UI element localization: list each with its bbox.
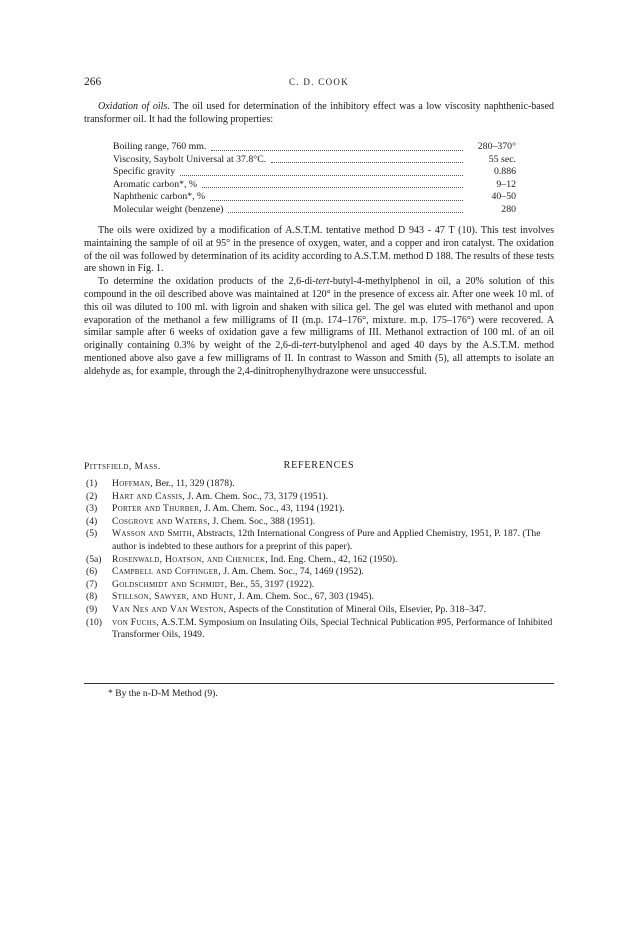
reference-item [86, 579, 554, 592]
reference-number: (6) [86, 566, 98, 578]
reference-item [86, 478, 554, 491]
reference-number: (5) [86, 528, 98, 540]
reference-item [86, 591, 554, 604]
reference-item [86, 604, 554, 617]
reference-text [112, 528, 554, 553]
reference-citation: Aspects of the Constitution of Mineral Oils, Elsevier, Pp. 318–347. [226, 603, 487, 615]
reference-text [112, 604, 554, 617]
reference-citation: J. Am. Chem. Soc., 74, 1469 (1952). [220, 566, 364, 578]
reference-text [112, 554, 554, 567]
reference-number: (7) [86, 578, 98, 590]
reference-item [86, 516, 554, 529]
property-value: 40–50 [491, 191, 516, 202]
dot-leader [211, 150, 463, 151]
reference-authors: von Fuchs, [112, 616, 159, 628]
oxidation-paragraph [84, 101, 554, 127]
property-row [113, 154, 516, 167]
reference-item [86, 491, 554, 504]
oxidation-intro-text: The oil used for determination of the inhibitory effect was a low viscosity naphthenic-based transformer oil. It had the following properties: [84, 101, 555, 125]
reference-text [112, 591, 554, 604]
property-label: Boiling range, 760 mm. [113, 141, 207, 152]
property-value: 9–12 [496, 178, 516, 190]
reference-text [112, 478, 554, 491]
reference-number: (4) [86, 515, 98, 527]
reference-number: (3) [86, 503, 98, 515]
body-paragraphs [84, 225, 554, 379]
reference-authors: Van Nes and Van Weston, [112, 603, 227, 615]
reference-citation: Ber., 11, 329 (1878). [152, 478, 235, 489]
reference-item [86, 503, 554, 516]
reference-number: (5a) [86, 553, 102, 565]
reference-text [112, 503, 554, 516]
reference-authors: Hoffman, [112, 478, 153, 489]
dot-leader [202, 187, 463, 188]
reference-citation: Ind. Eng. Chem., 42, 162 (1950). [268, 553, 398, 565]
property-value: 280–370° [477, 141, 516, 152]
property-row [113, 179, 516, 192]
reference-citation: J. Chem. Soc., 388 (1951). [210, 515, 316, 527]
page-number: 266 [84, 76, 102, 88]
reference-text [112, 566, 554, 579]
dot-leader [180, 175, 463, 176]
paragraph-3: To determine the oxidation products of the 2,6-di-tert-butyl-4-methylphenol in oil, a 20% solution of this compound in the oil described above was maintained at 120° in the presence of excess air. After one week 10 ml. of this oil was diluted to 100 ml. with ligroin and shaken with silica gel. The gel was eluted with methanol and upon evaporation of the methanol a few milligrams of II (m.p. 174–176°, mixture. m.p. 175–176°) were recovered. A similar sample after 6 weeks of oxidation gave a few milligrams of III. Methanol extraction of 100 ml. of an oil originally containing 0.3% by weight of the 2,6-di-tert-butylphenol and aged 40 days by the A.S.T.M. method mentioned above also gave a few milligrams of II. In contrast to Wasson and Smith (5), all attempts to isolate an aldehyde as, for example, through the 2,4-dinitrophenylhydrazone were unsuccessful. [84, 276, 554, 377]
reference-citation: J. Am. Chem. Soc., 43, 1194 (1921). [202, 503, 345, 515]
references-list [86, 478, 554, 642]
property-value: 280 [501, 203, 516, 215]
references-heading: REFERENCES [283, 460, 355, 471]
reference-authors: Porter and Thurber, [112, 503, 203, 515]
reference-number: (1) [86, 478, 98, 489]
reference-item [86, 617, 554, 642]
reference-number: (8) [86, 591, 98, 603]
reference-authors: Campbell and Coffinger, [112, 566, 221, 578]
property-value: 55 sec. [488, 153, 516, 165]
reference-citation: J. Am. Chem. Soc., 73, 3179 (1951). [185, 490, 328, 502]
reference-text [112, 579, 554, 592]
reference-item [86, 528, 554, 553]
running-head-author: C. D. COOK [288, 77, 349, 87]
author-location: Pittsfield, Mass. [84, 462, 161, 472]
property-label: Aromatic carbon*, % [113, 178, 198, 190]
dot-leader [271, 162, 463, 163]
running-head [84, 76, 554, 90]
dot-leader [210, 200, 463, 201]
dot-leader [228, 212, 463, 213]
property-label: Specific gravity [113, 166, 176, 177]
reference-number: (10) [86, 616, 102, 628]
reference-authors: Cosgrove and Waters, [112, 515, 211, 527]
reference-item [86, 554, 554, 567]
reference-citation: Abstracts, 12th International Congress of Pure and Applied Chemistry, 1951, P. 187. (The author is indebted to these authors for a preprint of this paper). [112, 528, 541, 552]
property-row [113, 141, 516, 154]
reference-authors: Rosenwald, Hoatson, and Chenicek, [112, 553, 269, 565]
reference-text [112, 516, 554, 529]
footnote-divider [84, 683, 554, 684]
reference-number: (2) [86, 490, 98, 502]
oil-properties-table [113, 141, 516, 216]
reference-citation: A.S.T.M. Symposium on Insulating Oils, Special Technical Publication #95, Performance of Inhibited Transformer Oils, 1949. [112, 616, 553, 641]
property-label: Viscosity, Saybolt Universal at 37.8°C. [113, 153, 267, 165]
reference-text [112, 617, 554, 642]
reference-citation: J. Am. Chem. Soc., 67, 303 (1945). [235, 591, 374, 603]
reference-item [86, 566, 554, 579]
property-row [113, 166, 516, 179]
oxidation-heading: Oxidation of oils. [98, 101, 170, 112]
reference-authors: Hart and Cassis, [112, 490, 186, 502]
property-row [113, 204, 516, 217]
reference-authors: Wasson and Smith, [112, 528, 195, 540]
property-row [113, 191, 516, 204]
property-value: 0.886 [493, 166, 516, 177]
property-label: Naphthenic carbon*, % [113, 191, 206, 202]
reference-authors: Goldschmidt and Schmidt, [112, 578, 228, 590]
property-label: Molecular weight (benzene) [113, 203, 224, 215]
footnote: * By the n-D-M Method (9). [108, 688, 218, 699]
reference-citation: Ber., 55, 3197 (1922). [227, 578, 315, 590]
paragraph-2: The oils were oxidized by a modification of A.S.T.M. tentative method D 943 - 47 T (10). This test involves maintaining the sample of oil at 95° in the presence of oxygen, water, and a copper and iron catalyst. The oxidation of the oil was followed by determination of its acidity according to A.S.T.M. method D 188. The results of these tests are shown in Fig. 1. [84, 225, 554, 275]
reference-text [112, 491, 554, 504]
reference-authors: Stillson, Sawyer, and Hunt, [112, 591, 236, 603]
reference-number: (9) [86, 603, 98, 615]
